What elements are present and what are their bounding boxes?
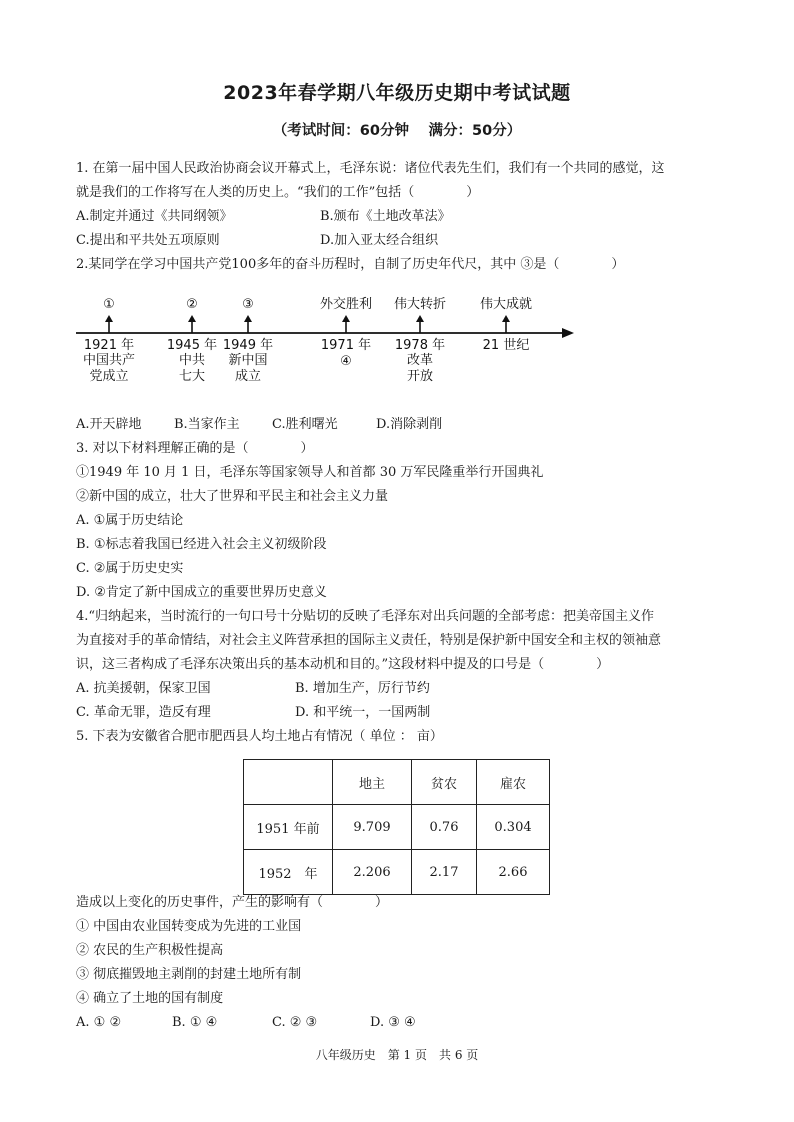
- timeline-label-3: ③: [242, 297, 254, 312]
- timeline-label-achievement: 伟大成就: [479, 297, 533, 312]
- timeline-year-1921: 1921 年: [83, 338, 135, 353]
- q2-option-b: B.当家作主: [174, 417, 240, 432]
- q1-stem-line1: 1. 在第一届中国人民政治协商会议开幕式上，毛泽东说：诸位代表先生们，我们有一个共同的感觉，这: [76, 161, 665, 176]
- q5-option-a: A. ① ②: [76, 1015, 122, 1030]
- timeline-event-1978-b: 开放: [406, 369, 434, 384]
- table-cell: 9.709: [333, 805, 412, 850]
- q5-item-2: ② 农民的生产积极性提高: [76, 943, 224, 958]
- timeline-label-2: ②: [186, 297, 198, 312]
- timeline-arrow-icon: [342, 315, 350, 322]
- table-cell: 1951 年前: [244, 805, 333, 850]
- table-cell: 2.206: [333, 850, 412, 895]
- q4-stem-line3: 识，这三者构成了毛泽东决策出兵的基本动机和目的。”这段材料中提及的口号是（ ）: [76, 657, 610, 672]
- table-cell: 2.66: [477, 850, 550, 895]
- q3-option-c: C. ②属于历史史实: [76, 561, 184, 576]
- land-table: [243, 759, 550, 895]
- timeline-arrow-icon: [416, 315, 424, 322]
- timeline-arrow-icon: [188, 315, 196, 322]
- timeline-year-1945: 1945 年: [166, 338, 218, 353]
- timeline-event-1945-a: 中共: [178, 353, 206, 368]
- q4-stem-line2: 为直接对手的革命情结，对社会主义阵营承担的国际主义责任，特别是保护新中国安全和主权的领袖意: [76, 633, 662, 648]
- table-header-cell: 地主: [333, 760, 412, 805]
- q5-item-3: ③ 彻底摧毁地主剥削的封建土地所有制: [76, 967, 302, 982]
- timeline-arrow-icon: [244, 315, 252, 322]
- timeline-label-diplomacy: 外交胜利: [319, 297, 373, 312]
- table-header-cell: [244, 760, 333, 805]
- q4-option-c: C. 革命无罪，造反有理: [76, 705, 211, 720]
- timeline-arrow-icon: [502, 315, 510, 322]
- timeline-year-1949: 1949 年: [222, 338, 274, 353]
- exam-subtitle: （考试时间：60分钟 满分：50分）: [272, 123, 522, 139]
- q3-material-1: ①1949 年 10 月 1 日，毛泽东等国家领导人和首都 30 万军民隆重举行开国典礼: [76, 465, 544, 480]
- q1-option-d: D.加入亚太经合组织: [320, 233, 439, 248]
- q4-stem-line1: 4.“归纳起来，当时流行的一句口号十分贴切的反映了毛泽东对出兵问题的全部考虑：把美帝国主义作: [76, 609, 655, 624]
- timeline-label-turning-point: 伟大转折: [393, 297, 447, 312]
- q3-option-a: A. ①属于历史结论: [76, 513, 184, 528]
- timeline-event-1978-a: 改革: [406, 353, 434, 368]
- exam-title: 2023年春学期八年级历史期中考试试题: [223, 82, 571, 104]
- history-timeline: [76, 290, 586, 388]
- q1-stem-line2: 就是我们的工作将写在人类的历史上。“我们的工作”包括（ ）: [76, 185, 480, 200]
- timeline-event-1921-b: 党成立: [89, 369, 129, 384]
- q4-option-b: B. 增加生产，厉行节约: [295, 681, 430, 696]
- timeline-event-1921-a: 中国共产: [82, 353, 136, 368]
- q3-option-b: B. ①标志着我国已经进入社会主义初级阶段: [76, 537, 327, 552]
- q5-option-c: C. ② ③: [272, 1015, 318, 1030]
- table-cell: 0.304: [477, 805, 550, 850]
- timeline-arrow-icon: [105, 315, 113, 322]
- page-footer: 八年级历史 第 1 页 共 6 页: [315, 1048, 479, 1062]
- timeline-year-1978: 1978 年: [394, 338, 446, 353]
- q2-option-a: A.开天辟地: [76, 417, 142, 432]
- q5-option-b: B. ① ④: [172, 1015, 218, 1030]
- q2-option-c: C.胜利曙光: [272, 417, 338, 432]
- q5-option-d: D. ③ ④: [370, 1015, 416, 1030]
- table-cell: 1952 年: [244, 850, 333, 895]
- q3-stem: 3. 对以下材料理解正确的是（ ）: [76, 441, 314, 456]
- q4-option-d: D. 和平统一，一国两制: [295, 705, 431, 720]
- table-row: [244, 850, 550, 895]
- q1-option-c: C.提出和平共处五项原则: [76, 233, 220, 248]
- timeline-year-21c: 21 世纪: [482, 338, 530, 353]
- q5-item-1: ① 中国由农业国转变成为先进的工业国: [76, 919, 302, 934]
- timeline-event-1971: ④: [340, 354, 352, 369]
- table-header-cell: 贫农: [412, 760, 477, 805]
- table-header-row: [244, 760, 550, 805]
- q5-follow: 造成以上变化的历史事件，产生的影响有（ ）: [76, 895, 389, 910]
- q5-item-4: ④ 确立了土地的国有制度: [76, 991, 224, 1006]
- q2-stem: 2.某同学在学习中国共产党100多年的奋斗历程时，自制了历史年代尺，其中 ③是（ ）: [76, 257, 625, 272]
- timeline-label-1: ①: [103, 297, 115, 312]
- q2-option-d: D.消除剥削: [376, 417, 443, 432]
- q3-material-2: ②新中国的成立，壮大了世界和平民主和社会主义力量: [76, 489, 389, 504]
- timeline-year-1971: 1971 年: [320, 338, 372, 353]
- table-cell: 2.17: [412, 850, 477, 895]
- q1-option-b: B.颁布《土地改革法》: [320, 209, 451, 224]
- table-header-cell: 雇农: [477, 760, 550, 805]
- q5-stem: 5. 下表为安徽省合肥市肥西县人均土地占有情况（ 单位 ： 亩）: [76, 729, 443, 744]
- table-cell: 0.76: [412, 805, 477, 850]
- timeline-event-1949-b: 成立: [234, 369, 262, 384]
- q1-option-a: A.制定并通过《共同纲领》: [76, 209, 233, 224]
- timeline-event-1945-b: 七大: [178, 369, 206, 384]
- table-row: [244, 805, 550, 850]
- timeline-event-1949-a: 新中国: [228, 353, 268, 368]
- q4-option-a: A. 抗美援朝，保家卫国: [76, 681, 211, 696]
- q3-option-d: D. ②肯定了新中国成立的重要世界历史意义: [76, 585, 327, 600]
